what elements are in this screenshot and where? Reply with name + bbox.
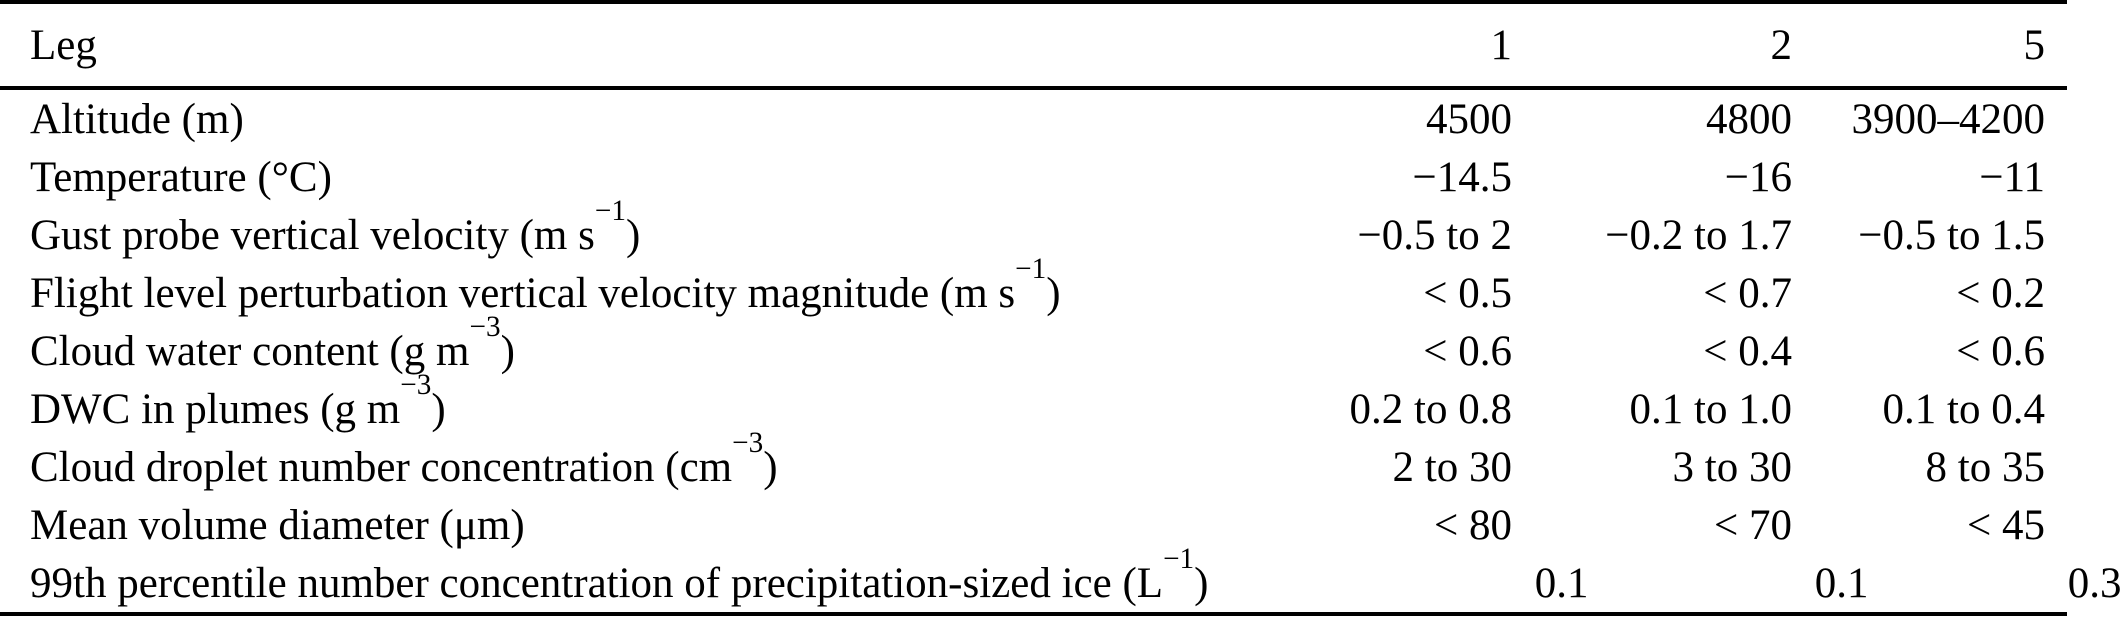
cell-value: 0.1 to 1.0 xyxy=(1629,385,1792,433)
cell-value: 0.3 xyxy=(2067,559,2122,607)
cell-value: < 0.5 xyxy=(1423,269,1512,317)
row-label xyxy=(30,369,1132,434)
table-row-cloud-water-content xyxy=(0,311,2067,380)
cell-value: < 70 xyxy=(1713,501,1792,549)
table-row-mean-volume-diameter xyxy=(0,496,2067,554)
column-header-1: 1 xyxy=(1490,21,1512,69)
unit-superscript: −1 xyxy=(594,195,626,228)
row-label-text: Flight level perturbation vertical velocity magnitude (m s xyxy=(30,269,1016,317)
cell-value: < 0.7 xyxy=(1703,269,1792,317)
table-row-altitude xyxy=(0,90,2067,148)
row-label-text: Cloud water content (g m xyxy=(30,327,470,375)
row-label xyxy=(30,501,1132,550)
row-label-end: ) xyxy=(625,211,641,259)
row-label-text: Temperature (°C) xyxy=(30,153,332,201)
row-label-end: ) xyxy=(763,443,778,491)
row-label xyxy=(30,153,1132,202)
cell-value: 0.1 xyxy=(1814,559,1869,607)
row-label-text: Mean volume diameter (μm) xyxy=(30,501,525,549)
cell-value: < 0.2 xyxy=(1956,269,2045,317)
row-label xyxy=(30,543,1209,608)
table-row-99th-percentile-ice xyxy=(0,543,2122,612)
row-label-end: ) xyxy=(431,385,446,433)
unit-superscript: −3 xyxy=(469,311,501,344)
cell-value: 4800 xyxy=(1706,95,1792,143)
table-rule-bottom xyxy=(0,612,2067,616)
cell-value: −0.2 to 1.7 xyxy=(1605,211,1792,259)
cell-value: < 80 xyxy=(1433,501,1512,549)
cell-value: < 45 xyxy=(1966,501,2045,549)
cell-value: 0.1 xyxy=(1534,559,1589,607)
row-label xyxy=(30,427,1132,492)
column-header-leg: Leg xyxy=(30,21,97,69)
cell-value: 3 to 30 xyxy=(1672,443,1792,491)
row-label xyxy=(30,95,1132,144)
cell-value: 8 to 35 xyxy=(1925,443,2045,491)
table-header-row xyxy=(0,4,2067,86)
cell-value: 3900–4200 xyxy=(1851,95,2045,143)
row-label-end: ) xyxy=(500,327,515,375)
row-label-end: ) xyxy=(1194,559,1209,607)
table-row-temperature xyxy=(0,148,2067,206)
row-label xyxy=(30,311,1132,376)
cell-value: −0.5 to 1.5 xyxy=(1858,211,2045,259)
row-label-end: ) xyxy=(1046,269,1061,317)
cell-value: < 0.4 xyxy=(1703,327,1792,375)
unit-superscript: −1 xyxy=(1163,543,1195,576)
cell-value: < 0.6 xyxy=(1423,327,1512,375)
row-label-text: Altitude (m) xyxy=(30,95,244,143)
unit-superscript: −1 xyxy=(1015,253,1047,286)
cell-value: −11 xyxy=(1979,153,2045,201)
cell-value: −14.5 xyxy=(1412,153,1512,201)
table-row-cloud-droplet-concentration xyxy=(0,427,2067,496)
column-header-2: 2 xyxy=(1770,21,1792,69)
row-label-text: DWC in plumes (g m xyxy=(30,385,401,433)
column-header-5: 5 xyxy=(2023,21,2045,69)
row-label xyxy=(30,195,1132,260)
row-label xyxy=(30,253,1132,318)
unit-superscript: −3 xyxy=(732,427,764,460)
cell-value: < 0.6 xyxy=(1956,327,2045,375)
unit-superscript: −3 xyxy=(400,369,432,402)
cell-value: 4500 xyxy=(1426,95,1512,143)
cell-value: −16 xyxy=(1724,153,1792,201)
cell-value: 0.1 to 0.4 xyxy=(1882,385,2045,433)
cell-value: −0.5 to 2 xyxy=(1357,211,1512,259)
cell-value: 2 to 30 xyxy=(1392,443,1512,491)
table-row-dwc-in-plumes xyxy=(0,369,2067,438)
row-label-text: Gust probe vertical velocity (m s xyxy=(30,211,595,259)
cell-value: 0.2 to 0.8 xyxy=(1349,385,1512,433)
row-label-text: Cloud droplet number concentration (cm xyxy=(30,443,733,491)
table-row-flight-level-perturbation xyxy=(0,253,2067,322)
row-label-text: 99th percentile number concentration of precipitation-sized ice (L xyxy=(30,559,1164,607)
